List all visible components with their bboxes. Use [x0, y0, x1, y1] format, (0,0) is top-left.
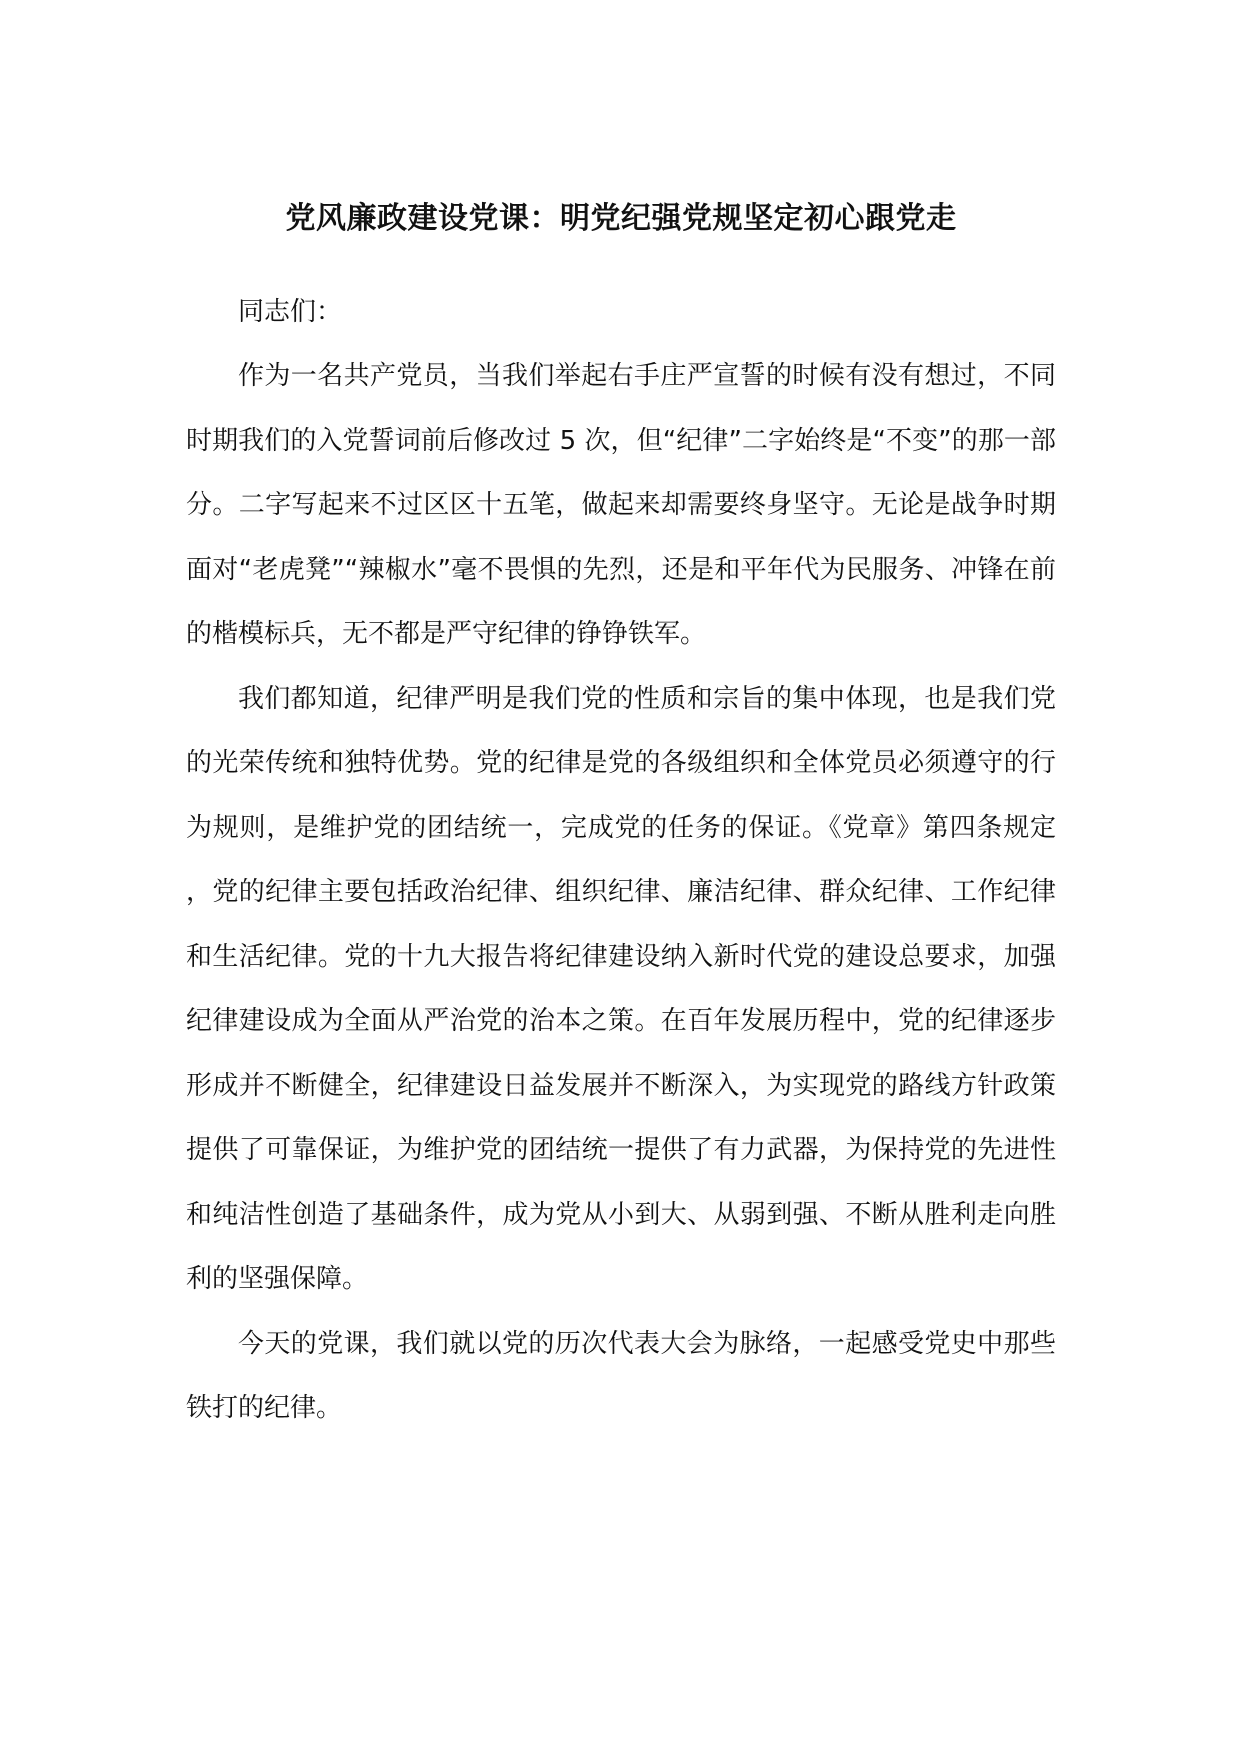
salutation: 同志们： — [238, 297, 343, 327]
paragraph-1: 作为一名共产党员，当我们举起右手庄严宣誓的时候有没有想过，不同时期我们的入党誓词前后修改过 5 次，但“纪律”二字始终是“不变”的那一部分。二字写起来不过区区十五笔，做起来却需要终身坚守。无论是战争时期面对“老虎凳”“辣椒水”毫不畏惧的先烈，还是和平年代为民服务、冲锋在前的楷模标兵，无不都是严守纪律的铮铮铁军。 — [186, 361, 1056, 649]
document-body — [186, 196, 1056, 1441]
document-title: 党风廉政建设党课：明党纪强党规坚定初心跟党走 — [285, 201, 957, 236]
paragraph-2: 我们都知道，纪律严明是我们党的性质和宗旨的集中体现，也是我们党的光荣传统和独特优势。党的纪律是党的各级组织和全体党员必须遵守的行为规则，是维护党的团结统一，完成党的任务的保证。《党章》第四条规定，党的纪律主要包括政治纪律、组织纪律、廉洁纪律、群众纪律、工作纪律和生活纪律。党的十九大报告将纪律建设纳入新时代党的建设总要求，加强纪律建设成为全面从严治党的治本之策。在百年发展历程中，党的纪律逐步形成并不断健全，纪律建设日益发展并不断深入，为实现党的路线方针政策提供了可靠保证，为维护党的团结统一提供了有力武器，为保持党的先进性和纯洁性创造了基础条件，成为党从小到大、从弱到强、不断从胜利走向胜利的坚强保障。 — [186, 683, 1056, 1294]
paragraph-3: 今天的党课，我们就以党的历次代表大会为脉络，一起感受党史中那些铁打的纪律。 — [186, 1328, 1056, 1423]
